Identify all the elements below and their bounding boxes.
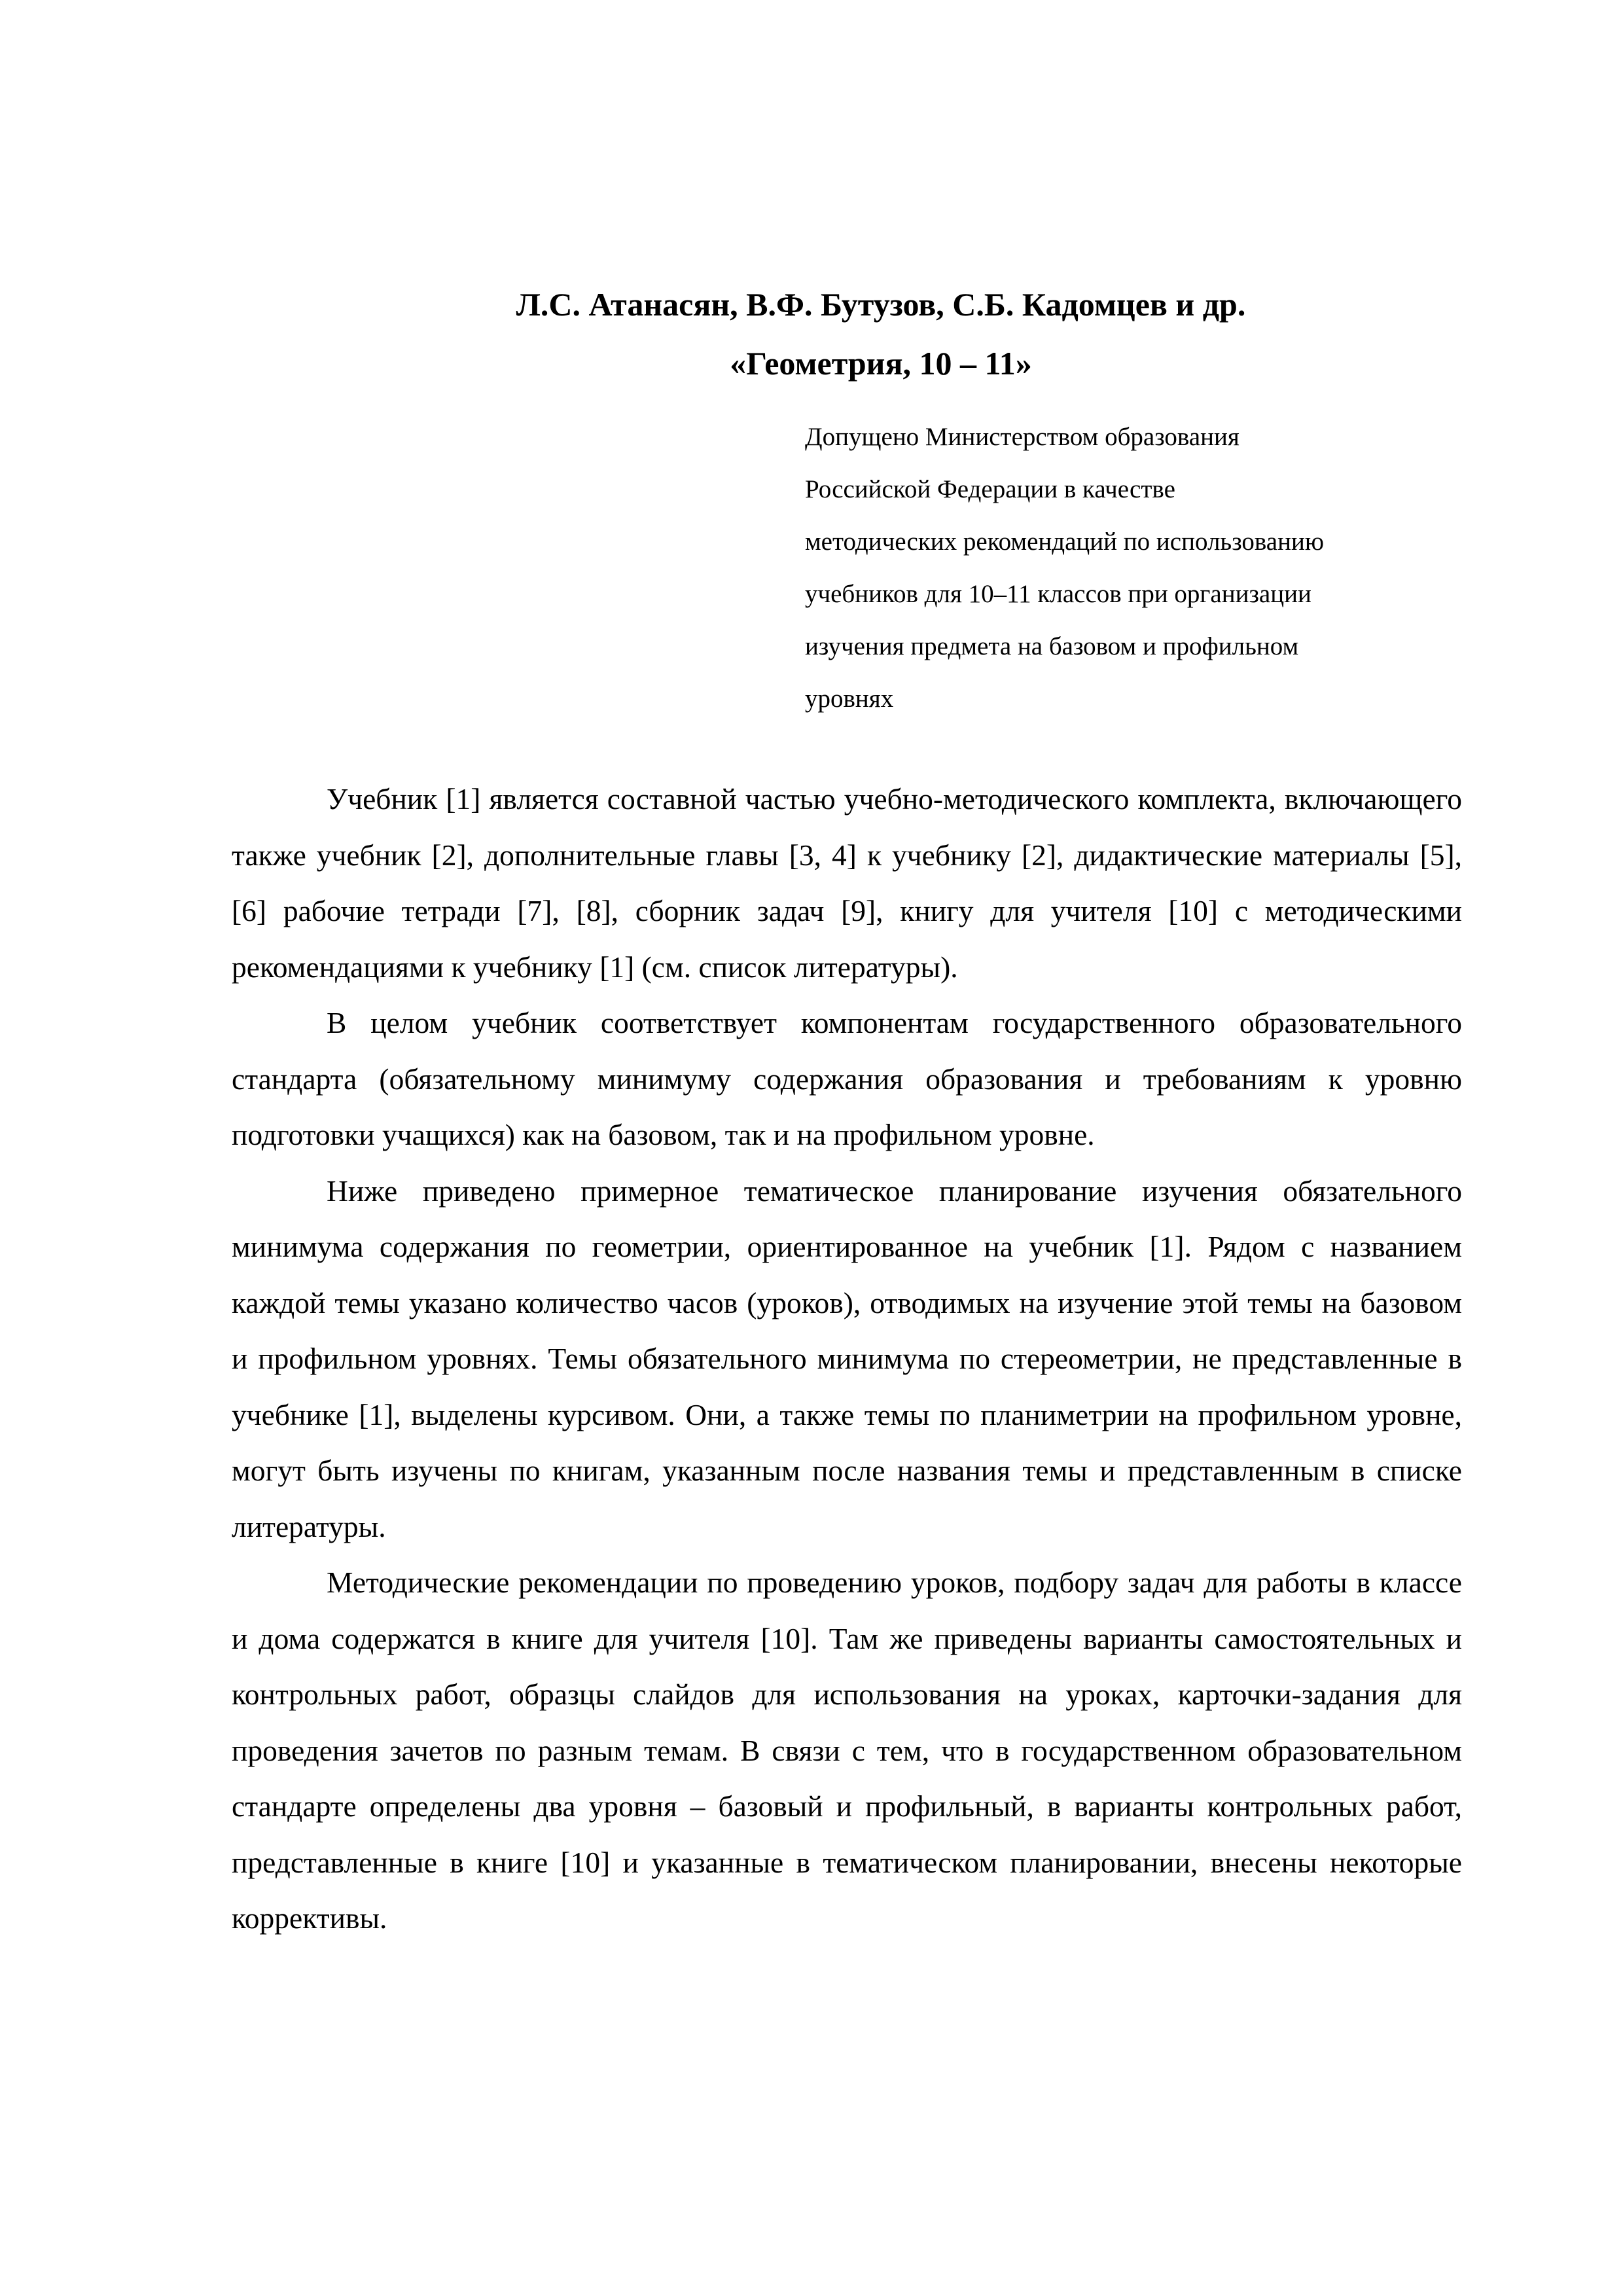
approval-line: изучения предмета на базовом и профильном xyxy=(805,632,1299,660)
body-text xyxy=(232,771,1462,1946)
approval-line: Российской Федерации в качестве xyxy=(805,475,1175,503)
approval-note xyxy=(805,411,1459,725)
approval-line: учебников для 10–11 классов при организации xyxy=(805,580,1311,608)
paragraph-standard-compliance: В целом учебник соответствует компонентам государственного образовательного стандарта (обязательному минимуму содержания образования и требованиям к уровню подготовки учащихся) как на базовом, так и на профильном уровне. xyxy=(232,1006,1462,1151)
paragraph-thematic-planning: Ниже приведено примерное тематическое планирование изучения обязательного минимума содержания по геометрии, ориентированное на учебник [1]. Рядом с названием каждой темы указано количество часов (уроков), отводимых на изучение этой темы на базовом и профильном уровнях. Темы обязательного минимума по стереометрии, не представленные в учебнике [1], выделены курсивом. Они, а также темы по планиметрии на профильном уровне, могут быть изучены по книгам, указанным после названия темы и представленным в списке литературы. xyxy=(232,1174,1462,1543)
document-heading xyxy=(232,275,1530,393)
paragraph-textbook-complex: Учебник [1] является составной частью учебно-методического комплекта, включающего также учебник [2], дополнительные главы [3, 4] к учебнику [2], дидактические материалы [5], [6] рабочие тетради [7], [8], сборник задач [9], книгу для учителя [10] с методическими рекомендациями к учебнику [1] (см. список литературы). xyxy=(232,782,1462,984)
authors-line: Л.С. Атанасян, В.Ф. Бутузов, С.Б. Кадомцев и др. xyxy=(516,286,1246,323)
approval-line: методических рекомендаций по использованию xyxy=(805,528,1324,556)
paragraph-methodical-recommendations: Методические рекомендации по проведению уроков, подбору задач для работы в классе и дома содержатся в книге для учителя [10]. Там же приведены варианты самостоятельных и контрольных работ, образцы слайдов для использования на уроках, карточки-задания для проведения зачетов по разным темам. В связи с тем, что в государственном образовательном стандарте определены два уровня – базовый и профильный, в варианты контрольных работ, представленные в книге [10] и указанные в тематическом планировании, внесены некоторые коррективы. xyxy=(232,1566,1462,1935)
book-title: «Геометрия, 10 – 11» xyxy=(730,345,1032,382)
approval-line: Допущено Министерством образования xyxy=(805,423,1240,451)
approval-line: уровнях xyxy=(805,685,894,713)
